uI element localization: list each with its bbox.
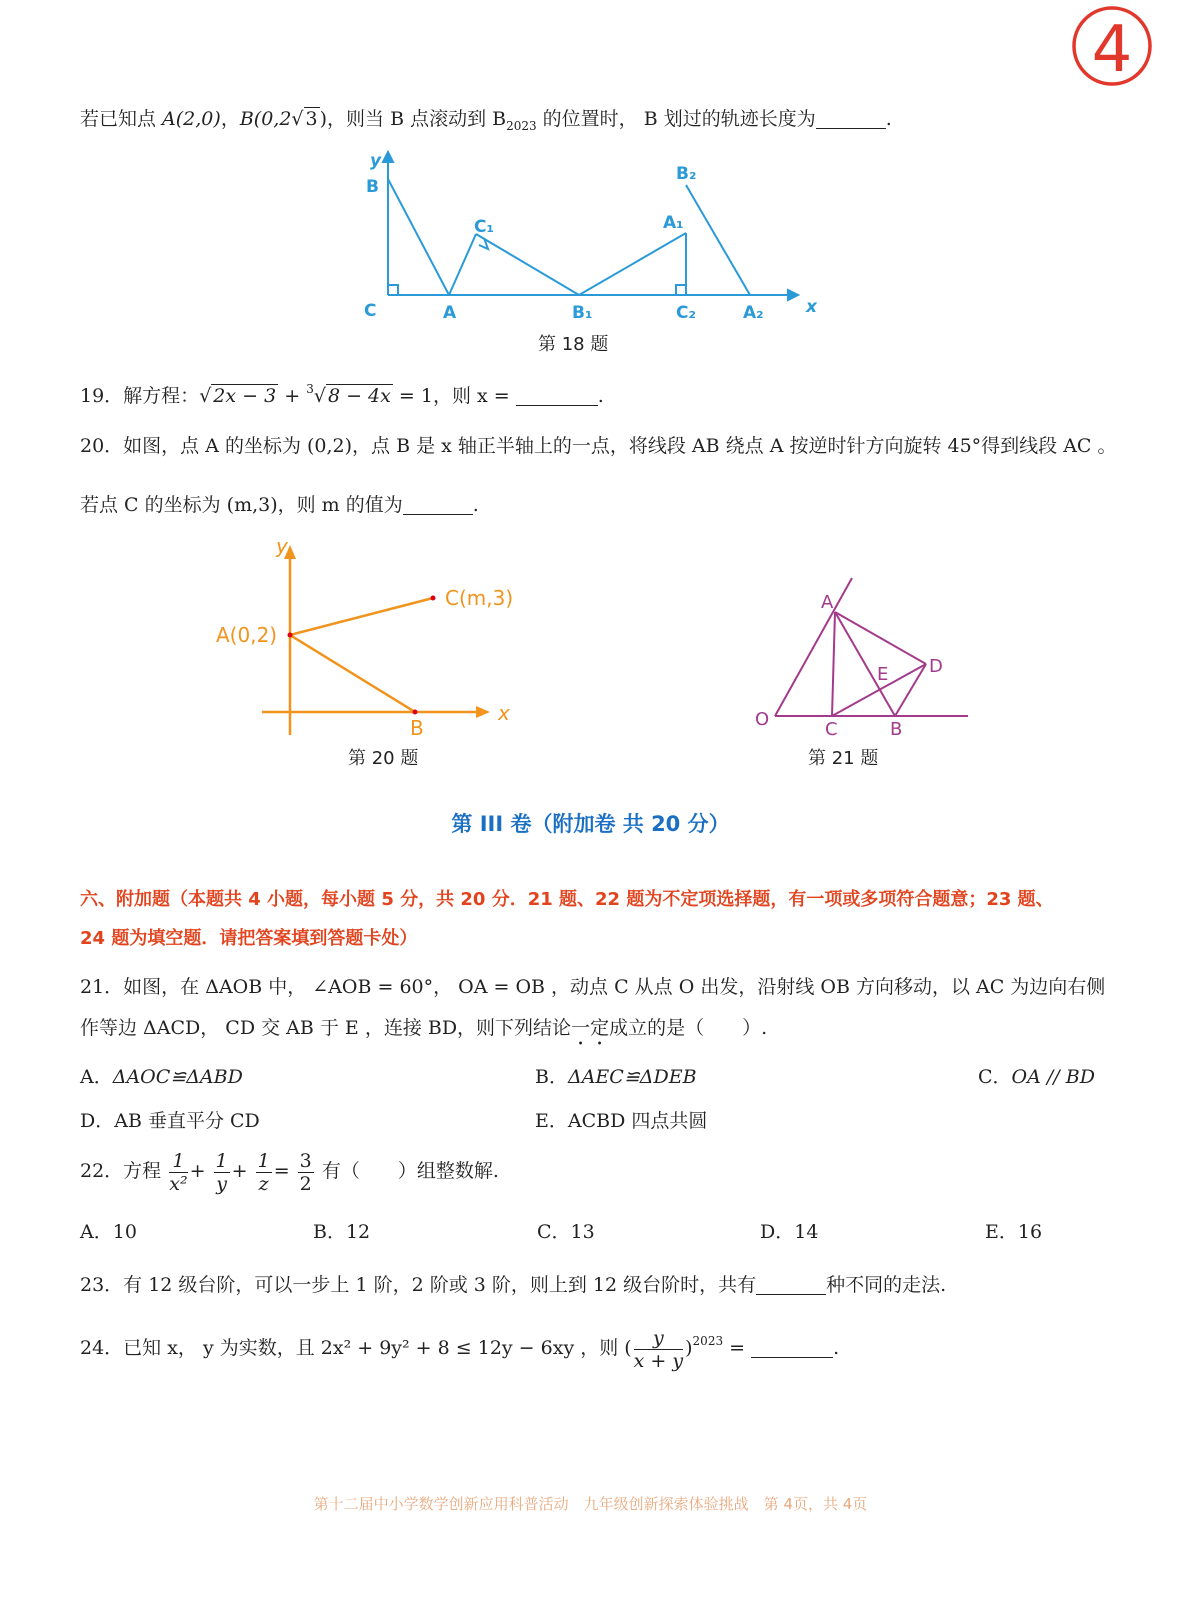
q22-option-e[interactable] xyxy=(985,1219,1042,1245)
q23-text xyxy=(80,1272,946,1298)
q21-option-b[interactable] xyxy=(535,1064,697,1090)
q19-radicand-1: 2x − 3 xyxy=(213,385,277,407)
frac-num: 3 xyxy=(299,1149,312,1172)
option-text: 13 xyxy=(570,1221,595,1243)
page-number-circle xyxy=(1068,5,1156,87)
fig18-label-c: C xyxy=(364,301,377,321)
fig20-label-x: x xyxy=(498,701,510,725)
q22-frac-3 xyxy=(256,1150,272,1195)
q21-emphasis: 一定 xyxy=(571,1017,610,1039)
option-label: E． xyxy=(985,1221,1018,1243)
q24-frac xyxy=(634,1327,683,1372)
q22-frac-4 xyxy=(298,1150,314,1195)
figure-20 xyxy=(210,535,530,745)
section-note-line1: 六、附加题（本题共 4 小题，每小题 5 分，共 20 分．21 题、22 题为不定项选择题，有一项或多项符合题意；23 题、 xyxy=(80,889,1054,910)
q21-line2 xyxy=(80,1015,767,1050)
q20-answer-blank[interactable] xyxy=(403,496,473,515)
option-label: A． xyxy=(80,1221,113,1243)
q20-line1: 20．如图，点 A 的坐标为 (0,2)，点 B 是 x 轴正半轴上的一点，将线段 AB 绕点 A 按逆时针方向旋转 45°得到线段 AC 。 xyxy=(80,435,1117,457)
q19-radicand-2: 8 − 4x xyxy=(327,385,391,407)
q21-line2-b: 成立的是（ ）. xyxy=(609,1017,768,1039)
fig18-label-x: x xyxy=(806,297,817,317)
fig20-label-a: A(0,2) xyxy=(216,623,278,647)
fig18-label-b2: B₂ xyxy=(676,164,697,184)
q21-line1: 21．如图，在 ΔAOB 中， ∠AOB = 60°， OA = OB ，动点 C 从点 O 出发，沿射线 OB 方向移动，以 AC 为边向右侧 xyxy=(80,976,1106,998)
q19-plus: + xyxy=(278,385,307,407)
frac-num: 1 xyxy=(215,1149,228,1172)
section-note-line2: 24 题为填空题．请把答案填到答题卡处） xyxy=(80,928,418,949)
fig21-label-o: O xyxy=(755,709,770,730)
q19-equals: = 1，则 x = xyxy=(392,385,516,407)
q18-text: 若已知点 A(2,0)，B(0,2√ 3 )，则当 B 点滚动到 $B_{2023}$ 的位置时， B 划过的轨迹长度为 . xyxy=(80,108,892,133)
q19-end: . xyxy=(597,385,604,407)
option-text: ΔAOC≌ΔABD xyxy=(112,1066,243,1088)
option-text: 10 xyxy=(112,1221,137,1243)
fig18-label-a2: A₂ xyxy=(743,303,764,323)
q22-option-a[interactable] xyxy=(80,1219,137,1245)
q18-prefix: 若已知点 xyxy=(80,108,163,130)
option-label: B． xyxy=(535,1066,568,1088)
fig18-caption: 第 18 题 xyxy=(538,334,609,355)
fig18-label-y: y xyxy=(370,151,382,171)
q24-paren: ) xyxy=(685,1337,693,1359)
fig21-label-c: C xyxy=(825,719,838,740)
option-label: C． xyxy=(537,1221,571,1243)
option-label: B． xyxy=(313,1221,346,1243)
option-text: ACBD 四点共圆 xyxy=(567,1110,708,1132)
q20-line2-text: 若点 C 的坐标为 (m,3)，则 m 的值为 xyxy=(80,494,403,516)
frac-num: 1 xyxy=(257,1149,270,1172)
option-text: AB 垂直平分 CD xyxy=(114,1110,260,1132)
q22-suffix: 有（ ）组整数解. xyxy=(321,1160,499,1182)
q19-answer-blank[interactable] xyxy=(516,387,598,406)
q20-end: . xyxy=(472,494,479,516)
fig18-label-a: A xyxy=(443,303,457,323)
q19-text: 19．解方程：√ 2x − 3 + $^3$√ 8 − 4x = 1，则 x = . xyxy=(80,382,604,407)
fig18-label-b: B xyxy=(366,177,379,197)
option-text: ΔAEC≌ΔDEB xyxy=(567,1066,697,1088)
option-text: 16 xyxy=(1017,1221,1043,1243)
q18-sep: ， xyxy=(220,108,240,130)
fig21-label-d: D xyxy=(929,656,943,677)
fig21-label-e: E xyxy=(877,664,889,685)
option-label: A． xyxy=(80,1066,113,1088)
option-text: 14 xyxy=(794,1221,819,1243)
fig20-caption: 第 20 题 xyxy=(348,748,419,769)
figure-18 xyxy=(350,148,830,328)
page-number-digit: 4 xyxy=(1091,13,1133,87)
option-label: E． xyxy=(535,1110,568,1132)
q18-subscript: 2023 xyxy=(506,119,537,133)
q19-root-index: 3 xyxy=(306,382,314,396)
frac-den: z xyxy=(258,1172,269,1195)
fig21-label-b: B xyxy=(890,719,903,740)
option-text: 12 xyxy=(345,1221,371,1243)
q24-prefix: 24．已知 x， y 为实数，且 2x² + 9y² + 8 ≤ 12y − 6xy ，则 ( xyxy=(80,1337,632,1359)
frac-den: x² xyxy=(169,1172,188,1195)
q21-line2-a: 作等边 ΔACD， CD 交 AB 于 E ，连接 BD，则下列结论 xyxy=(80,1017,572,1039)
frac-den: y xyxy=(216,1172,227,1195)
q22-option-c[interactable] xyxy=(537,1219,595,1245)
q23-prefix: 23．有 12 级台阶，可以一步上 1 阶，2 阶或 3 阶，则上到 12 级台阶时，共有 xyxy=(80,1274,757,1296)
figure-21 xyxy=(750,572,980,742)
fig18-label-c2: C₂ xyxy=(676,303,696,323)
fig20-label-y: y xyxy=(276,535,288,558)
q18-text-b: ，则当 B 点滚动到 B xyxy=(327,108,507,130)
q23-answer-blank[interactable] xyxy=(756,1276,826,1295)
fig20-label-b: B xyxy=(410,716,424,740)
page-footer: 第十二届中小学数学创新应用科普活动 九年级创新探索体验挑战 第 4页，共 4页 xyxy=(313,1495,868,1513)
q22-frac-2 xyxy=(214,1150,230,1195)
q22-frac-1 xyxy=(169,1150,187,1195)
q20-line2 xyxy=(80,492,479,518)
option-label: D． xyxy=(80,1110,115,1132)
frac-num: y xyxy=(634,1327,683,1350)
q18-end: . xyxy=(885,108,892,130)
option-label: D． xyxy=(760,1221,795,1243)
q21-option-a[interactable] xyxy=(80,1064,243,1090)
q18-point-a: A(2,0) xyxy=(162,108,221,130)
q18-point-b: B(0,2 xyxy=(239,108,292,130)
fig18-label-c1: C₁ xyxy=(474,217,494,237)
q18-radicand: 3 xyxy=(305,108,318,130)
option-text: OA // BD xyxy=(1011,1066,1095,1088)
q22-option-d[interactable] xyxy=(760,1219,818,1245)
q21-option-d[interactable] xyxy=(80,1108,260,1134)
frac-num: 1 xyxy=(169,1150,187,1173)
q22-text: 22．方程 $\frac{1}{\text{x²}}$ + $\frac{1}{y}$ + $\frac{1}{z}$ = $\frac{3}{2}$ 有（ ）组整数解. xyxy=(80,1149,499,1195)
frac-den: 2 xyxy=(299,1172,312,1195)
q24-answer-blank[interactable] xyxy=(751,1339,833,1358)
q24-end: . xyxy=(833,1337,840,1359)
q18-answer-blank[interactable] xyxy=(816,110,886,129)
q22-option-b[interactable] xyxy=(313,1219,370,1245)
q21-option-e[interactable] xyxy=(535,1108,707,1134)
q18-text-c: 的位置时， B 划过的轨迹长度为 xyxy=(536,108,816,130)
q18-point-b-close: ) xyxy=(319,108,328,130)
section-title: 第 III 卷（附加卷 共 20 分） xyxy=(451,812,730,836)
frac-den: x + y xyxy=(633,1349,684,1372)
q19-prefix: 19．解方程： xyxy=(80,385,200,407)
q24-text xyxy=(80,1316,839,1373)
fig20-label-c: C(m,3) xyxy=(445,586,514,610)
q23-suffix: 种不同的走法. xyxy=(826,1274,947,1296)
q22-prefix: 22．方程 xyxy=(80,1160,162,1182)
q24-equals: = xyxy=(723,1337,752,1359)
q24-exponent: 2023 xyxy=(692,1334,724,1348)
fig18-label-b1: B₁ xyxy=(572,303,593,323)
fig21-caption: 第 21 题 xyxy=(808,748,879,769)
fig18-label-a1: A₁ xyxy=(663,213,684,233)
fig21-label-a: A xyxy=(821,592,834,613)
q21-option-c[interactable] xyxy=(978,1064,1095,1090)
option-label: C． xyxy=(978,1066,1012,1088)
